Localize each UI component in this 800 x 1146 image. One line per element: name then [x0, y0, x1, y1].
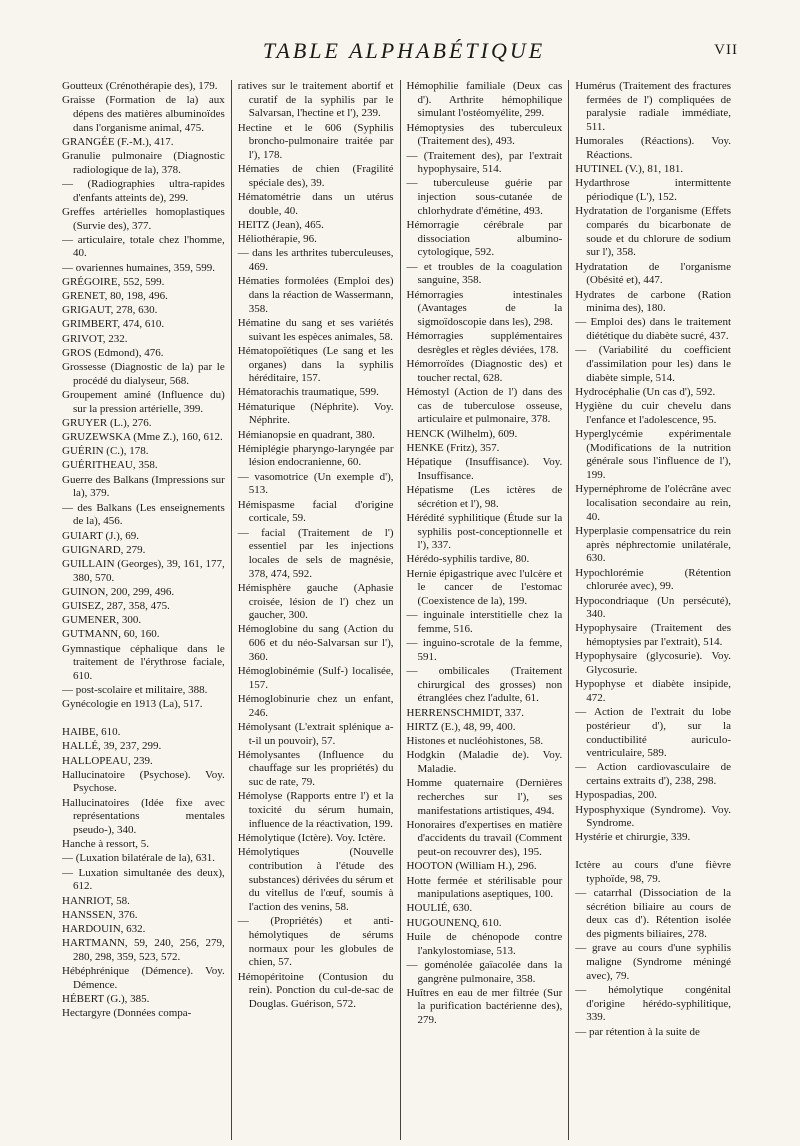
index-entry: HALLÉ, 39, 237, 299. — [62, 740, 162, 753]
index-columns — [62, 80, 737, 1140]
index-entry: — ombilicales (Traitement chirurgical des grosses) non étranglées chez l'adulte, 61. — [406, 665, 563, 705]
index-entry: Ictère au cours d'une fièvre typhoïde, 98, 79. — [575, 859, 731, 885]
index-entry: Gynécologie en 1913 (La), 517. — [62, 698, 203, 711]
index-entry: GUÉRIN (C.), 178. — [62, 445, 149, 458]
index-entry: — facial (Traitement de l') essentiel par les injections locales de sels de magnésie, 378, 474, 592. — [237, 526, 394, 580]
index-entry: Hémispasme facial d'origine corticale, 59. — [237, 498, 394, 525]
index-entry: GUIGNARD, 279. — [62, 543, 146, 556]
index-entry: Honoraires d'expertises en matière d'accidents du travail (Comment peut-on recouvrer des), 195. — [406, 818, 563, 859]
index-entry: GUÉRITHEAU, 358. — [62, 459, 158, 472]
index-entry: GRUZEWSKA (Mme Z.), 160, 612. — [62, 431, 223, 444]
index-entry: Hématine du sang et ses variétés suivant les espèces animales, 58. — [237, 316, 394, 343]
index-entry: HANSSEN, 376. — [62, 908, 138, 921]
index-entry: — articulaire, totale chez l'homme, 40. — [62, 233, 225, 260]
index-entry: Hématopoïétiques (Le sang et les organes) dans la syphilis héréditaire, 157. — [237, 344, 394, 385]
index-entry: Héliothérapie, 96. — [237, 233, 317, 246]
index-entry: GRÉGOIRE, 552, 599. — [62, 275, 165, 288]
index-entry: — inguino-scrotale de la femme, 591. — [406, 637, 563, 663]
index-entry: HENCK (Wilhelm), 609. — [406, 427, 518, 440]
index-entry: Hydratation de l'organisme (Effets comparés du bicarbonate de soude et du chlorure de sodium sur l'), 358. — [575, 205, 731, 259]
index-entry: Histones et nucléohistones, 58. — [406, 735, 544, 748]
index-entry: GUISEZ, 287, 358, 475. — [62, 600, 170, 613]
index-column-2 — [231, 80, 400, 1140]
index-entry: Hectargyre (Données compa- — [62, 1007, 192, 1020]
index-entry: GUTMANN, 60, 160. — [62, 628, 160, 641]
index-entry: — hémolytique congénital d'origine hérédo-syphilitique, 339. — [575, 984, 731, 1024]
index-entry: Hotte fermée et stérilisable pour manipulations aseptiques, 100. — [406, 874, 563, 901]
index-entry: Hodgkin (Maladie de). Voy. Maladie. — [406, 749, 563, 775]
index-entry: — (Luxation bilatérale de la), 631. — [62, 852, 216, 865]
index-entry: HÉBERT (G.), 385. — [62, 993, 150, 1005]
index-entry: Hypospadias, 200. — [575, 789, 657, 802]
index-entry: HOULIÉ, 630. — [406, 902, 473, 915]
index-entry: Hémolyse (Rapports entre l') et la toxicité du sérum humain, influence de la réactivation, 199. — [237, 790, 394, 830]
index-entry: — goménolée gaïacolée dans la gangrène pulmonaire, 358. — [406, 958, 563, 985]
index-entry: — (Traitement des), par l'extrait hypophysaire, 514. — [406, 149, 563, 176]
index-entry: GUINON, 200, 299, 496. — [62, 585, 175, 598]
index-entry: Humorales (Réactions). Voy. Réactions. — [575, 135, 731, 162]
index-entry: GRIGAUT, 278, 630. — [62, 304, 158, 317]
index-entry: — grave au cours d'une syphilis maligne (Syndrome méningé avec), 79. — [575, 942, 731, 982]
index-entry: ratives sur le traitement abortif et curatif de la syphilis par le Salvarsan, l'hectine et l'), 239. — [237, 80, 394, 120]
index-entry: — post-scolaire et militaire, 388. — [62, 684, 208, 697]
index-entry: GUILLAIN (Georges), 39, 161, 177, 380, 570. — [62, 557, 225, 584]
index-entry: Hépatique (Insuffisance). Voy. Insuffisance. — [406, 455, 563, 482]
index-entry: — inguinale interstitielle chez la femme, 516. — [406, 609, 563, 635]
index-entry: Hyposphyxique (Syndrome). Voy. Syndrome. — [575, 803, 731, 830]
index-entry: HOOTON (William H.), 296. — [406, 860, 537, 873]
index-entry: — des Balkans (Les enseignements de la), 456. — [62, 501, 225, 528]
index-entry: HAIBE, 610. — [62, 726, 121, 739]
index-entry: Hémolytique (Ictère). Voy. Ictère. — [237, 831, 386, 844]
index-entry: Goutteux (Crénothérapie des), 179. — [62, 80, 218, 92]
index-entry: — (Variabilité du coefficient d'assimilation pour les) dans le diabète simple, 514. — [575, 344, 731, 384]
index-entry: HUTINEL (V.), 81, 181. — [575, 163, 684, 176]
index-entry: — Luxation simultanée des deux), 612. — [62, 866, 225, 893]
index-entry: — et troubles de la coagulation sanguine, 358. — [406, 260, 563, 287]
index-entry: Hydrates de carbone (Ration minima des), 180. — [575, 288, 731, 315]
index-entry: GRIVOT, 232. — [62, 332, 128, 345]
index-entry: HANRIOT, 58. — [62, 894, 130, 907]
index-entry: Groupement aminé (Influence du) sur la pression artérielle, 399. — [62, 388, 225, 415]
index-entry: Hématométrie dans un utérus double, 40. — [237, 191, 394, 217]
index-entry: — ovariennes humaines, 359, 599. — [62, 261, 216, 274]
page-number: VII — [714, 42, 738, 58]
index-entry: HIRTZ (E.), 48, 99, 400. — [406, 720, 516, 733]
index-entry: — par rétention à la suite de — [575, 1025, 700, 1038]
index-entry: Greffes artérielles homoplastiques (Survie des), 377. — [62, 205, 225, 232]
index-entry: Hystérie et chirurgie, 339. — [575, 831, 691, 844]
index-entry: Hallucinatoires (Idée fixe avec représentations mentales pseudo-), 340. — [62, 796, 225, 837]
page-header — [70, 38, 738, 78]
index-entry: — vasomotrice (Un exemple d'), 513. — [237, 470, 394, 497]
index-entry: Granulie pulmonaire (Diagnostic radiologique de la), 378. — [62, 150, 225, 176]
index-entry: Hémianopsie en quadrant, 380. — [237, 428, 375, 441]
index-entry: Hémoglobinémie (Sulf-) localisée, 157. — [237, 665, 394, 691]
index-entry: — tuberculeuse guérie par injection sous-cutanée de chlorhydrate d'émétine, 493. — [406, 177, 563, 217]
index-entry: Hépatisme (Les ictères de sécrétion et l'), 98. — [406, 483, 563, 510]
index-entry: — (Propriétés) et anti-hémolytiques de sérums normaux pour les globules de chien, 57. — [237, 915, 394, 969]
index-entry: Hémolysantes (Influence du chauffage sur les propriétés) du suc de rate, 79. — [237, 748, 394, 789]
index-entry: GRIMBERT, 474, 610. — [62, 318, 165, 331]
index-entry: Hypocondriaque (Un persécuté), 340. — [575, 594, 731, 621]
index-entry: Hydarthrose intermittente périodique (L'), 152. — [575, 177, 731, 204]
index-entry: Hémorragies intestinales (Avantages de la sigmoïdoscopie dans les), 298. — [406, 288, 563, 328]
index-entry: Guerre des Balkans (Impressions sur la), 379. — [62, 473, 225, 500]
index-entry: Hydrocéphalie (Un cas d'), 592. — [575, 385, 716, 398]
index-entry: GROS (Edmond), 476. — [62, 346, 164, 359]
index-entry: Hydratation de l'organisme (Obésité et), 447. — [575, 260, 731, 287]
index-entry: Hémiplégie pharyngo-laryngée par lésion endocranienne, 60. — [237, 442, 394, 469]
index-entry: Hémisphère gauche (Aphasie croisée, lésion de l') chez un gaucher, 300. — [237, 581, 394, 622]
index-entry: Hernie épigastrique avec l'ulcère et le cancer de l'estomac (Coexistence de la), 199. — [406, 567, 563, 608]
index-entry: GRUYER (L.), 276. — [62, 416, 152, 429]
index-entry: Hématurique (Néphrite). Voy. Néphrite. — [237, 400, 394, 427]
index-entry: Humérus (Traitement des fractures fermées de l') compliquées de paralysie radiale immédiate, 511. — [575, 80, 731, 134]
index-entry: Hyperglycémie expérimentale (Modifications de la nutrition générale sous l'influence de l'), 199. — [575, 428, 731, 482]
index-entry: Hygiène du cuir chevelu dans l'enfance et l'adolescence, 95. — [575, 400, 731, 426]
index-entry: Hérédo-syphilis tardive, 80. — [406, 553, 530, 566]
index-entry: GUIART (J.), 69. — [62, 529, 140, 542]
index-entry: — Action cardiovasculaire de certains extraits d'), 238, 298. — [575, 761, 731, 788]
index-entry: Graisse (Formation de la) aux dépens des matières albuminoïdes dans l'organisme animal, 475. — [62, 94, 225, 134]
index-entry: GUMENER, 300. — [62, 614, 142, 627]
index-entry: Hémolytiques (Nouvelle contribution à l'étude des substances) dérivées du sérum et du vitellus de l'œuf, soumis à l'action des venins, 58. — [237, 846, 394, 913]
page-title: TABLE ALPHABÉTIQUE — [262, 38, 546, 63]
index-entry: HERRENSCHMIDT, 337. — [406, 706, 524, 719]
index-entry: Hématies de chien (Fragilité spéciale des), 39. — [237, 163, 394, 189]
index-entry: Hémorragies supplémentaires desrègles et règles déviées, 178. — [406, 330, 563, 356]
index-column-4 — [568, 80, 737, 1140]
index-entry: GRANGÉE (F.-M.), 417. — [62, 135, 174, 148]
index-entry: Huile de chénopode contre l'ankylostomiase, 513. — [406, 930, 563, 957]
index-entry: Hébéphrénique (Démence). Voy. Démence. — [62, 965, 225, 991]
index-entry: Hémorroïdes (Diagnostic des) et toucher rectal, 628. — [406, 358, 563, 384]
index-column-1 — [62, 80, 231, 1140]
index-entry: — Emploi des) dans le traitement diététique du diabète sucré, 437. — [575, 316, 731, 343]
index-entry: Hématorachis traumatique, 599. — [237, 386, 379, 399]
index-entry: — Action de l'extrait du lobe postérieur d'), sur la conductibilité auriculo-ventriculaire, 589. — [575, 706, 731, 760]
index-column-3 — [400, 80, 569, 1140]
index-entry: Hypophysaire (Traitement des hémoptysies par l'extrait), 514. — [575, 622, 731, 649]
index-entry: Hémorragie cérébrale par dissociation albumino-cytologique, 592. — [406, 219, 563, 259]
index-entry: — dans les arthrites tuberculeuses, 469. — [237, 247, 394, 274]
index-entry: Homme quaternaire (Dernières recherches sur l'), ses manifestations artistiques, 494. — [406, 777, 563, 817]
index-entry: HALLOPEAU, 239. — [62, 754, 153, 767]
index-entry: Hémoglobinurie chez un enfant, 246. — [237, 692, 394, 719]
index-entry: HARTMANN, 59, 240, 256, 279, 280, 298, 359, 523, 572. — [62, 937, 225, 963]
index-entry: HENKE (Fritz), 357. — [406, 441, 500, 454]
index-entry: Hémostyl (Action de l') dans des cas de tuberculose osseuse, articulaire et pulmonaire, 378. — [406, 385, 563, 426]
index-entry: Hectine et le 606 (Syphilis broncho-pulmonaire traitée par l'), 178. — [237, 121, 394, 162]
index-entry: Hallucinatoire (Psychose). Voy. Psychose. — [62, 768, 225, 795]
index-entry: HUGOUNENQ, 610. — [406, 916, 502, 929]
index-entry: Hanche à ressort, 5. — [62, 838, 150, 851]
index-entry: Hémolysant (L'extrait splénique a-t-il un pouvoir), 57. — [237, 720, 394, 747]
index-entry: Hémopéritoine (Contusion du rein). Ponction du cul-de-sac de Douglas. Guérison, 572. — [237, 970, 394, 1010]
index-entry: GRENET, 80, 198, 496. — [62, 290, 168, 303]
index-entry: Hypophysaire (glycosurie). Voy. Glycosurie. — [575, 650, 731, 677]
index-entry: HARDOUIN, 632. — [62, 922, 146, 935]
index-entry: Hypochlorémie (Rétention chlorurée avec), 99. — [575, 566, 731, 593]
index-entry: Grossesse (Diagnostic de la) par le procédé du dialyseur, 568. — [62, 361, 225, 387]
index-entry: HEITZ (Jean), 465. — [237, 219, 324, 232]
index-entry: Hématies formolées (Emploi des) dans la réaction de Wassermann, 358. — [237, 275, 394, 315]
index-entry: Hémoglobine du sang (Action du 606 et du néo-Salvarsan sur l'), 360. — [237, 623, 394, 663]
index-entry: Gymnastique céphalique dans le traitement de l'érythrose faciale, 610. — [62, 642, 225, 683]
index-entry: Hypophyse et diabète insipide, 472. — [575, 678, 731, 704]
index-entry: — catarrhal (Dissociation de la sécrétion biliaire au cours de deux cas d'). Rétention isolée des pigments biliaires, 278. — [575, 887, 731, 941]
index-entry: Huîtres en eau de mer filtrée (Sur la purification bactérienne des), 279. — [406, 986, 563, 1027]
index-entry: Hypernéphrome de l'olécrâne avec localisation secondaire au rein, 40. — [575, 483, 731, 523]
index-entry: Hyperplasie compensatrice du rein après néphrectomie unilatérale, 630. — [575, 525, 731, 565]
index-entry: Hémophilie familiale (Deux cas d'). Arthrite hémophilique simulant l'ostéomyélite, 299. — [406, 80, 563, 120]
index-entry: — (Radiographies ultra-rapides d'enfants atteints de), 299. — [62, 177, 225, 204]
index-entry: Hérédité syphilitique (Étude sur la syphilis post-conceptionnelle et l'), 337. — [406, 511, 563, 552]
index-entry: Hémoptysies des tuberculeux (Traitement des), 493. — [406, 121, 563, 148]
